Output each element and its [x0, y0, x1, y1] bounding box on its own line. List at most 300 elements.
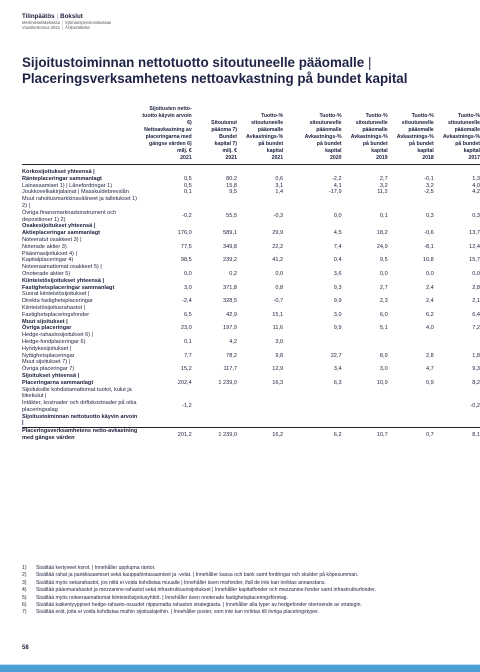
cell-value: 4,7 — [426, 366, 434, 373]
column-header: Tuotto-% sitoutuneelle pääomalle Avkastnings-% på bundet kapital 2017 — [443, 113, 480, 161]
cell-value — [237, 359, 283, 366]
cell-value: 9,9 — [333, 298, 342, 305]
cell-value: 15,2 — [180, 366, 192, 373]
cell-value: -0,2 — [470, 403, 480, 410]
row-label: Noterade aktier 3) — [22, 243, 67, 250]
cell-value — [192, 278, 237, 285]
footnote-number: 6) — [22, 602, 27, 609]
cell-value — [139, 373, 191, 380]
cell-value: 117,7 — [223, 366, 238, 373]
footnote-text: Sisältää kaikentyyppiset hedge-rahasto-osuudet riippumatta rahaston strategiasta. | Innehåller alla typer av hedgefonder oberoende av strategin. — [36, 602, 362, 609]
row-label: Hedge-rahastosijoitukset 6) | — [22, 332, 94, 339]
cell-value — [434, 319, 480, 326]
row-label: Direkta fastighetsplaceringar — [22, 298, 93, 305]
table-header-row — [22, 106, 480, 165]
table-row — [22, 298, 480, 305]
cell-value: 6,2 — [426, 311, 434, 318]
cell-value — [283, 237, 341, 244]
row-label: Hyödykesijoitukset | — [22, 345, 72, 352]
cell-value — [192, 346, 237, 353]
cell-value: 0,1 — [183, 189, 192, 196]
cell-value — [434, 359, 480, 366]
row-label: Ränteplaceringar sammanlagt — [22, 175, 102, 182]
cell-value — [283, 332, 341, 339]
cell-value: 55,5 — [226, 213, 238, 220]
row-label: Suorat kiinteistösijoitukset | — [22, 291, 90, 298]
cell-value: 3,0 — [183, 284, 192, 291]
cell-value — [342, 278, 388, 285]
cell-value: 15,7 — [469, 257, 480, 264]
cell-value: 2,4 — [426, 298, 434, 305]
cell-value: 371,8 — [223, 284, 238, 291]
cell-value: 0,1 — [379, 213, 388, 220]
table-row — [22, 291, 480, 298]
cell-value — [342, 373, 388, 380]
cell-value: -0,3 — [273, 213, 284, 220]
header-empty-cell — [22, 106, 139, 165]
row-label: Kapitalplaceringar 4) — [22, 257, 74, 264]
cell-value: 22,2 — [272, 243, 284, 250]
cell-value — [388, 223, 434, 230]
row-label: Noteeratut osakkeet 3) | — [22, 236, 82, 243]
row-label: Noteeraamattomat osakkeet 5) | — [22, 264, 102, 271]
cell-value — [434, 291, 480, 298]
cell-value: -0,1 — [424, 175, 434, 182]
row-label: Fastighetsplaceringar sammanlagt — [22, 284, 115, 291]
cell-value — [434, 346, 480, 353]
cell-value: 2,1 — [472, 298, 480, 305]
cell-value: -2,2 — [331, 175, 342, 182]
table-row — [22, 353, 480, 360]
cell-value — [139, 387, 191, 401]
cell-value: 239,2 — [223, 257, 238, 264]
table-row — [22, 319, 480, 326]
cell-value: 80,2 — [226, 175, 238, 182]
footnote-number: 7) — [22, 609, 27, 616]
cell-value — [192, 387, 237, 401]
cell-value: 6,4 — [472, 311, 480, 318]
table-row — [22, 373, 480, 380]
cell-value: 29,9 — [272, 230, 284, 237]
table-row — [22, 400, 480, 414]
cell-value — [434, 278, 480, 285]
cell-value — [139, 332, 191, 339]
table-row — [22, 380, 480, 387]
cell-value: 0,0 — [426, 270, 434, 277]
cell-value — [388, 339, 434, 346]
cell-value: 6,5 — [183, 311, 192, 318]
cell-value — [388, 387, 434, 401]
cell-value: 9,5 — [379, 257, 388, 264]
row-label: Sijoitustoiminnan nettotuotto käyvin arvoin | — [22, 413, 138, 427]
footnote — [22, 595, 462, 602]
page-number: 58 — [22, 645, 29, 651]
returns-table — [22, 106, 480, 442]
cell-value: 8,1 — [434, 428, 480, 442]
cell-value — [434, 373, 480, 380]
cell-value: 0,5 — [183, 182, 192, 189]
table-row — [22, 237, 480, 244]
footnote-text: Sisältää erät, joita ei voida kohdistaa muihin sijoituslajeihin. | Innehåller poster, som inte kan inriktas till övriga placeringstyper. — [36, 609, 320, 616]
cell-value: 9,3 — [333, 284, 342, 291]
cell-value — [388, 237, 434, 244]
cell-value: 0,1 — [183, 338, 192, 345]
footnote-number: 3) — [22, 579, 27, 586]
cell-value — [342, 346, 388, 353]
cell-value: 0,0 — [183, 270, 192, 277]
cell-value — [283, 264, 341, 271]
cell-value — [434, 251, 480, 258]
cell-value — [342, 165, 388, 176]
cell-value — [434, 196, 480, 210]
row-label: Intäkter, kostnader och driftskostnader på oika placeringsslag — [22, 400, 137, 413]
cell-value: -0,6 — [424, 230, 434, 237]
cell-value: 4,1 — [333, 182, 342, 189]
table-row — [22, 305, 480, 312]
header-report-sv: Årsberättelse — [65, 25, 90, 31]
cell-value: 176,0 — [177, 230, 192, 237]
cell-value: 23,0 — [180, 325, 192, 332]
cell-value: 9,5 — [229, 189, 238, 196]
footer-stripe — [0, 665, 480, 672]
cell-value: 10,7 — [342, 428, 388, 442]
cell-value: 11,6 — [272, 325, 284, 332]
cell-value: 4,2 — [472, 189, 480, 196]
row-label: Nyttighetsplaceringar — [22, 352, 75, 359]
cell-value — [388, 359, 434, 366]
row-label: Joukkovelkakirjalainat | Masskuldebrevslån — [22, 189, 129, 196]
row-label: Sijoituksille kohdistamattomat tuotot, kulut ja liikekulut | — [22, 386, 132, 400]
cell-value: 3,4 — [333, 366, 342, 373]
row-label: Pääomasijoitukset 4) | — [22, 250, 77, 257]
cell-value — [192, 373, 237, 380]
cell-value: 0,0 — [275, 270, 284, 277]
cell-value: 11,2 — [377, 189, 388, 196]
cell-value — [237, 196, 283, 210]
table-row — [22, 428, 480, 442]
table-row — [22, 312, 480, 319]
cell-value: 5,1 — [379, 325, 388, 332]
cell-value: 6,2 — [283, 428, 341, 442]
cell-value — [237, 278, 283, 285]
row-label: Övriga placeringar — [22, 325, 72, 332]
row-label: Onoterade aktier 5) — [22, 270, 71, 277]
cell-value — [192, 400, 237, 414]
cell-value: 3,0 — [275, 338, 284, 345]
cell-value: 4,0 — [426, 325, 434, 332]
table-row — [22, 285, 480, 292]
cell-value — [388, 251, 434, 258]
table-row — [22, 332, 480, 339]
cell-value: 8,2 — [472, 379, 480, 386]
table-row — [22, 230, 480, 237]
cell-value — [388, 400, 434, 414]
table-row — [22, 189, 480, 196]
footnote-text: Sisältää myös sekarahastot, jos niitä ei voida kohdistaa muualle | Innehåller även mixfonder, ifall de inte kan inriktas annanstans. — [36, 579, 326, 586]
cell-value: 4,5 — [333, 230, 342, 237]
cell-value: 16,2 — [237, 428, 283, 442]
cell-value: 6,3 — [333, 379, 342, 386]
cell-value: 18,2 — [376, 230, 388, 237]
cell-value: -1,2 — [182, 403, 192, 410]
cell-value — [388, 319, 434, 326]
cell-value — [283, 319, 341, 326]
cell-value — [237, 251, 283, 258]
cell-value — [283, 251, 341, 258]
cell-value — [342, 196, 388, 210]
cell-value: 78,2 — [226, 352, 238, 359]
header-section-sv: Bokslut — [60, 13, 83, 20]
cell-value — [237, 223, 283, 230]
cell-value: 2,7 — [379, 175, 388, 182]
cell-value — [342, 264, 388, 271]
cell-value — [388, 165, 434, 176]
cell-value — [139, 223, 191, 230]
cell-value: 13,7 — [469, 230, 480, 237]
page-title: Sijoitustoiminnan nettotuotto sitoutuneelle pääomalle | Placeringsverksamhetens nettoavkastning på bundet kapital — [22, 55, 462, 87]
header-report: Vuosikertomus 2021 — [22, 25, 61, 31]
cell-value — [388, 414, 434, 428]
cell-value — [283, 414, 341, 428]
cell-value: 12,4 — [469, 243, 480, 250]
footnote-text: Sisältää pääomarahastot ja mezzanine-rahastot sekä infrastruktuurisijoitukset | Innehåller kapitalfonder och mezzanine-fonder samt infrastrukturfonder. — [36, 587, 376, 594]
cell-value — [388, 346, 434, 353]
cell-value: 42,9 — [226, 311, 238, 318]
cell-value — [237, 291, 283, 298]
title-sv: Placeringsverksamhetens nettoavkastning på bundet kapital — [22, 71, 408, 86]
cell-value — [283, 305, 341, 312]
cell-value: 15,1 — [272, 311, 284, 318]
column-header: Tuotto-% sitoutuneelle pääomalle Avkastnings-% på bundet kapital 2020 — [304, 113, 342, 161]
cell-value: 0,9 — [426, 379, 434, 386]
cell-value — [237, 332, 283, 339]
cell-value: -8,1 — [424, 243, 434, 250]
table-row — [22, 223, 480, 230]
cell-value — [139, 251, 191, 258]
cell-value: 7,2 — [472, 325, 480, 332]
cell-value — [283, 223, 341, 230]
cell-value: 4,2 — [229, 338, 238, 345]
cell-value: 197,9 — [223, 325, 238, 332]
cell-value — [283, 373, 341, 380]
footnote — [22, 572, 462, 579]
cell-value: 1,3 — [472, 175, 480, 182]
footnote-text: Sisältää rahat ja pankkisaamiset sekä kauppahintasaamiset ja -velat. | Innehåller kassa och bank samt fordringar och skulder på köpesumman. — [36, 572, 359, 579]
cell-value — [139, 196, 191, 210]
row-label: Placeringsverksamhetens netto-avkastning med gängse värden — [22, 428, 139, 442]
cell-value — [237, 165, 283, 176]
cell-value — [237, 400, 283, 414]
cell-value — [434, 237, 480, 244]
row-label: Muut sijoitukset | — [22, 318, 68, 325]
cell-value — [237, 346, 283, 353]
cell-value: 0,2 — [229, 270, 238, 277]
title-fi: Sijoitustoiminnan nettotuotto sitoutuneelle pääomalle — [22, 55, 365, 70]
footnote-number: 5) — [22, 594, 27, 601]
cell-value: 0,0 — [379, 270, 388, 277]
table-row — [22, 176, 480, 183]
cell-value: -2,4 — [182, 298, 192, 305]
cell-value — [388, 332, 434, 339]
cell-value — [139, 359, 191, 366]
cell-value: 349,8 — [223, 243, 238, 250]
table-row — [22, 165, 480, 176]
table-row — [22, 196, 480, 210]
cell-value — [342, 319, 388, 326]
cell-value: 0,4 — [333, 257, 342, 264]
cell-value: -2,5 — [424, 189, 434, 196]
cell-value — [283, 291, 341, 298]
cell-value: 7,7 — [183, 352, 192, 359]
cell-value: 12,9 — [272, 366, 284, 373]
cell-value: 201,2 — [139, 428, 191, 442]
table-row — [22, 210, 480, 224]
cell-value — [139, 278, 191, 285]
cell-value: -0,7 — [273, 298, 284, 305]
cell-value — [237, 237, 283, 244]
cell-value: 3,1 — [275, 182, 284, 189]
cell-value: 2,3 — [379, 298, 388, 305]
cell-value — [342, 359, 388, 366]
cell-value: 6,0 — [379, 311, 388, 318]
cell-value: 3,2 — [426, 182, 434, 189]
row-label: Kiinteistösijoitukset yhteensä | — [22, 277, 105, 284]
cell-value — [237, 373, 283, 380]
cell-value: 1,4 — [275, 189, 284, 196]
row-label: Hedge-fondplaceringar 6) — [22, 338, 86, 345]
header-section: Tilinpäätös — [22, 13, 55, 20]
cell-value — [283, 400, 341, 414]
table-row — [22, 271, 480, 278]
footnote-text: Sisältää kertyneet korot. | Innehåller upplupna räntor. — [36, 565, 156, 571]
cell-value: 9,9 — [333, 325, 342, 332]
table-row — [22, 346, 480, 353]
cell-value — [388, 291, 434, 298]
cell-value: 4,0 — [472, 182, 480, 189]
cell-value — [388, 278, 434, 285]
cell-value — [342, 400, 388, 414]
cell-value — [283, 359, 341, 366]
cell-value: 1,8 — [472, 352, 480, 359]
cell-value — [342, 387, 388, 401]
footnote — [22, 587, 462, 594]
table-row — [22, 325, 480, 332]
cell-value — [139, 291, 191, 298]
header-org-sv: Sjömanspensionskassan — [65, 20, 112, 26]
cell-value — [139, 264, 191, 271]
cell-value: 8,9 — [379, 352, 388, 359]
cell-value — [434, 414, 480, 428]
cell-value — [283, 278, 341, 285]
cell-value: 2,4 — [426, 284, 434, 291]
cell-value — [342, 291, 388, 298]
row-label: Placeringarna sammanlagt — [22, 379, 94, 386]
cell-value: 0,3 — [472, 213, 480, 220]
table-row — [22, 387, 480, 401]
cell-value — [192, 223, 237, 230]
cell-value: 2,8 — [472, 284, 480, 291]
cell-value — [139, 319, 191, 326]
cell-value — [342, 332, 388, 339]
cell-value — [434, 223, 480, 230]
cell-value — [237, 414, 283, 428]
cell-value: 0,7 — [388, 428, 434, 442]
table-row — [22, 278, 480, 285]
cell-value: 0,0 — [472, 270, 480, 277]
cell-value: 22,7 — [330, 352, 342, 359]
cell-value: 3,0 — [379, 366, 388, 373]
cell-value: 16,3 — [272, 379, 284, 386]
cell-value — [434, 387, 480, 401]
cell-value: 0,6 — [275, 175, 284, 182]
cell-value — [283, 346, 341, 353]
cell-value — [139, 165, 191, 176]
cell-value — [388, 373, 434, 380]
cell-value — [434, 332, 480, 339]
cell-value: 0,3 — [426, 213, 434, 220]
cell-value: 10,8 — [422, 257, 434, 264]
cell-value — [434, 165, 480, 176]
cell-value — [434, 339, 480, 346]
cell-value: -0,2 — [182, 213, 192, 220]
cell-value — [237, 387, 283, 401]
cell-value — [342, 305, 388, 312]
row-label: Övriga finansmarknadsinstrument och depositioner 1) 2) — [22, 209, 117, 223]
cell-value: 7,4 — [333, 243, 342, 250]
cell-value: 0,8 — [275, 284, 284, 291]
row-label: Fastighetsplaceringsfonder — [22, 311, 90, 318]
footnote-number: 4) — [22, 587, 27, 594]
cell-value — [192, 196, 237, 210]
cell-value: 1 239,0 — [192, 428, 237, 442]
cell-value: 9,3 — [472, 366, 480, 373]
cell-value — [342, 237, 388, 244]
cell-value — [237, 319, 283, 326]
cell-value: 2,8 — [426, 352, 434, 359]
cell-value — [283, 339, 341, 346]
row-label: Korkosijoitukset yhteensä | — [22, 165, 139, 176]
cell-value — [192, 359, 237, 366]
cell-value — [342, 339, 388, 346]
cell-value — [283, 196, 341, 210]
row-label: Muut rahoitusmarkkinavälineet ja talletukset 1) 2) | — [22, 196, 138, 209]
table-row — [22, 257, 480, 264]
cell-value — [388, 196, 434, 210]
table-row — [22, 264, 480, 271]
cell-value — [192, 251, 237, 258]
row-label: Kiinteistösijoitusrahastot | — [22, 304, 86, 311]
cell-value: 202,4 — [177, 379, 192, 386]
footnote-number: 1) — [22, 565, 27, 571]
cell-value — [237, 264, 283, 271]
running-header: Tilinpäätös | Bokslut Merimieseläkekassa | Sjömanspensionskassan Vuosikertomus 2021 | Årsberättelse — [22, 13, 112, 31]
column-header: Tuotto-% sitoutuneelle pääomalle Avkastnings-% på bundet kapital 2019 — [350, 113, 388, 161]
cell-value: 15,8 — [226, 182, 238, 189]
cell-value: 2,7 — [379, 284, 388, 291]
cell-value: 41,2 — [272, 257, 284, 264]
footnote — [22, 609, 462, 616]
footnote-number: 2) — [22, 572, 27, 579]
cell-value — [342, 414, 388, 428]
header-org: Merimieseläkekassa — [22, 20, 60, 26]
cell-value: -17,9 — [328, 189, 342, 196]
table-row — [22, 366, 480, 373]
cell-value — [192, 414, 237, 428]
cell-value: 0,5 — [183, 175, 192, 182]
column-header: Sijoitusten netto- tuotto käyvin arvoin 6) Nettoavkastning av placeringarna med gängse värden 6) milj. € 2021 — [142, 106, 192, 161]
cell-value — [388, 264, 434, 271]
cell-value: 3,6 — [333, 270, 342, 277]
